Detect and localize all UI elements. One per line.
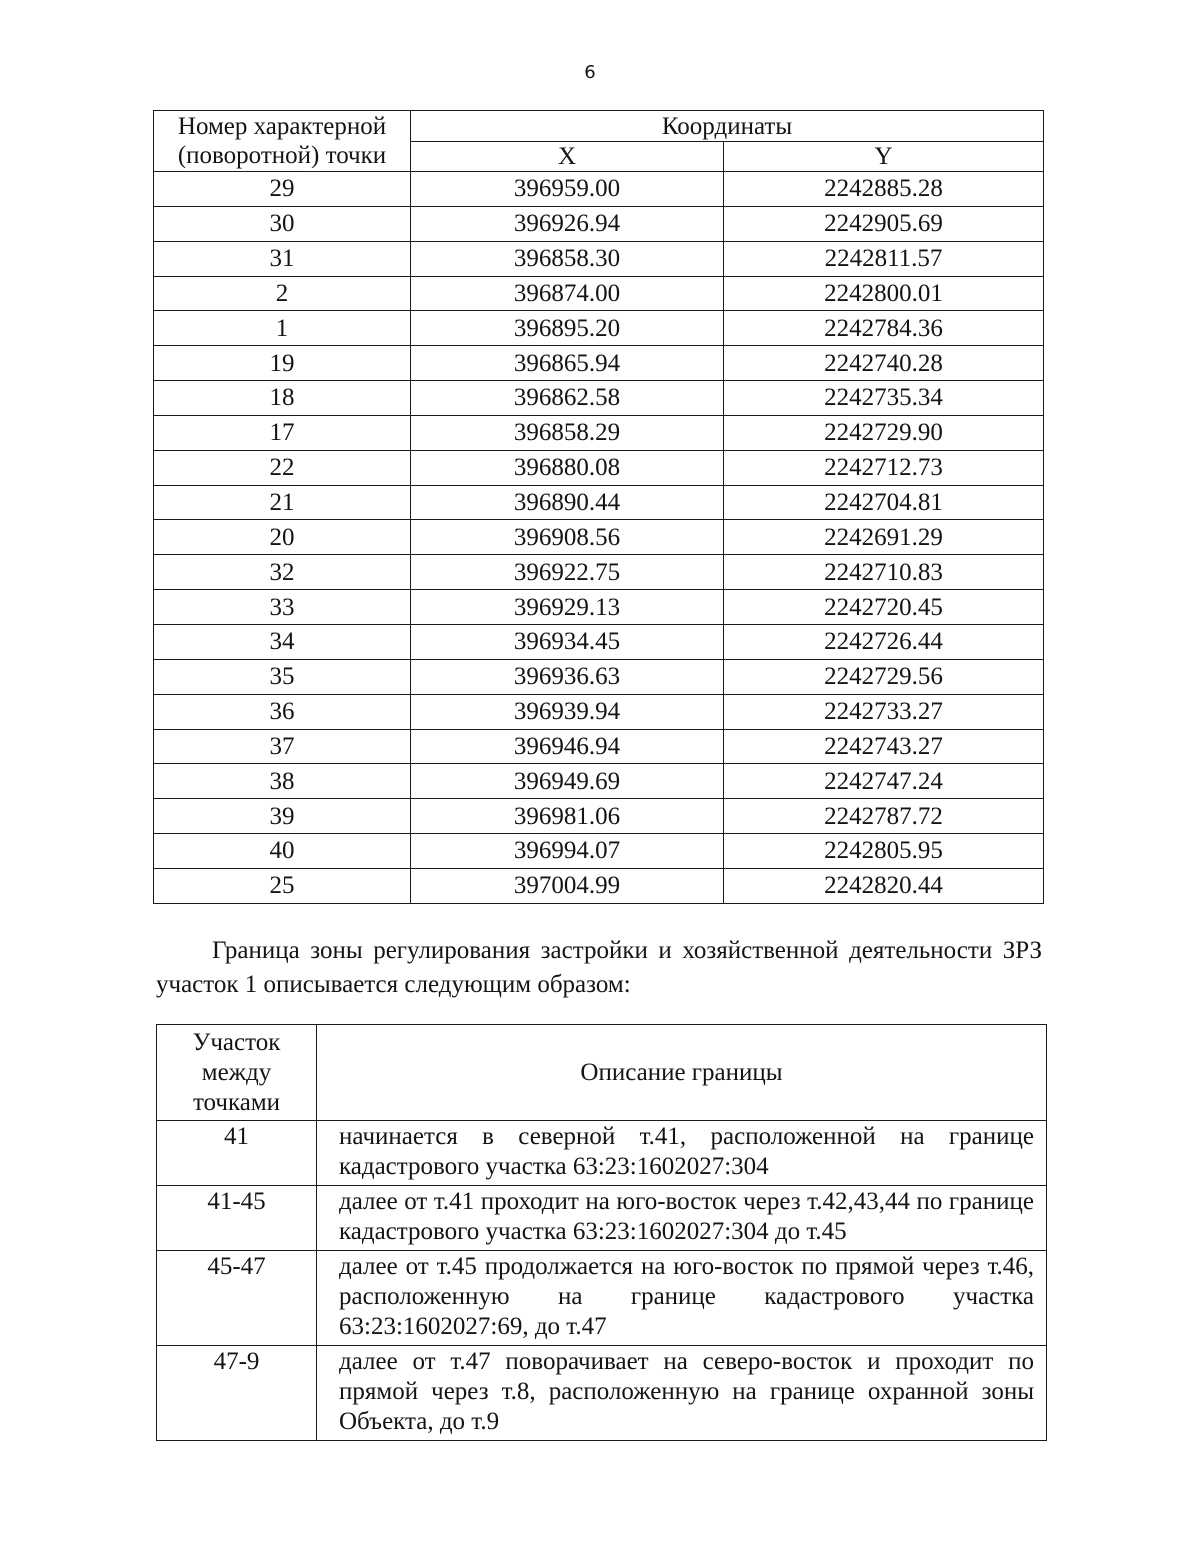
y-coordinate-cell: 2242787.72: [724, 799, 1044, 834]
table-row: [154, 555, 1044, 590]
table-row: [157, 1346, 1047, 1441]
table-row: [154, 799, 1044, 834]
x-coordinate-cell: 396858.30: [411, 241, 724, 276]
point-number-cell: 19: [154, 346, 411, 381]
description-table-body: [157, 1121, 1047, 1441]
segment-cell: 45-47: [157, 1251, 317, 1346]
x-coordinate-cell: 396865.94: [411, 346, 724, 381]
x-coordinate-cell: 396908.56: [411, 520, 724, 555]
point-number-cell: 32: [154, 555, 411, 590]
table-row: [154, 346, 1044, 381]
y-header: Y: [724, 142, 1044, 172]
x-coordinate-cell: 396936.63: [411, 659, 724, 694]
point-number-cell: 20: [154, 520, 411, 555]
table-row: [154, 381, 1044, 416]
coordinates-table-body: [154, 172, 1044, 904]
x-coordinate-cell: 396895.20: [411, 311, 724, 346]
table-row: [154, 590, 1044, 625]
y-coordinate-cell: 2242805.95: [724, 834, 1044, 869]
point-number-cell: 22: [154, 450, 411, 485]
boundary-description-cell: начинается в северной т.41, расположенной на границе кадастрового участка 63:23:1602027:304: [317, 1121, 1047, 1186]
point-number-cell: 30: [154, 206, 411, 241]
y-coordinate-cell: 2242691.29: [724, 520, 1044, 555]
x-coordinate-cell: 396874.00: [411, 276, 724, 311]
boundary-description-table: [156, 1024, 1047, 1441]
point-number-cell: 40: [154, 834, 411, 869]
coordinates-table: [153, 110, 1044, 904]
table-row: [157, 1251, 1047, 1346]
point-number-cell: 25: [154, 868, 411, 903]
segment-header: Участок между точками: [157, 1025, 317, 1121]
table-row: [154, 520, 1044, 555]
point-number-cell: 21: [154, 485, 411, 520]
y-coordinate-cell: 2242784.36: [724, 311, 1044, 346]
x-coordinate-cell: 396922.75: [411, 555, 724, 590]
table-row: [154, 311, 1044, 346]
point-number-cell: 38: [154, 764, 411, 799]
boundary-description-cell: далее от т.47 поворачивает на северо-восток и проходит по прямой через т.8, расположенную на границе охранной зоны Объекта, до т.9: [317, 1346, 1047, 1441]
point-number-cell: 39: [154, 799, 411, 834]
table-row: [154, 868, 1044, 903]
y-coordinate-cell: 2242704.81: [724, 485, 1044, 520]
y-coordinate-cell: 2242735.34: [724, 381, 1044, 416]
description-paragraph: Граница зоны регулирования застройки и хозяйственной деятельности ЗРЗ участок 1 описывается следующим образом:: [156, 937, 1042, 998]
segment-cell: 47-9: [157, 1346, 317, 1441]
x-coordinate-cell: 396929.13: [411, 590, 724, 625]
y-coordinate-cell: 2242743.27: [724, 729, 1044, 764]
x-header: X: [411, 142, 724, 172]
table-row: [154, 415, 1044, 450]
segment-cell: 41-45: [157, 1186, 317, 1251]
y-coordinate-cell: 2242710.83: [724, 555, 1044, 590]
table-row: [157, 1121, 1047, 1186]
x-coordinate-cell: 397004.99: [411, 868, 724, 903]
point-number-cell: 1: [154, 311, 411, 346]
x-coordinate-cell: 396939.94: [411, 694, 724, 729]
coordinates-header: Координаты: [411, 111, 1044, 142]
point-number-cell: 18: [154, 381, 411, 416]
y-coordinate-cell: 2242726.44: [724, 624, 1044, 659]
x-coordinate-cell: 396880.08: [411, 450, 724, 485]
point-number-cell: 35: [154, 659, 411, 694]
table-row: [154, 276, 1044, 311]
table-row: [154, 172, 1044, 207]
y-coordinate-cell: 2242740.28: [724, 346, 1044, 381]
y-coordinate-cell: 2242729.56: [724, 659, 1044, 694]
point-number-cell: 17: [154, 415, 411, 450]
y-coordinate-cell: 2242885.28: [724, 172, 1044, 207]
y-coordinate-cell: 2242811.57: [724, 241, 1044, 276]
x-coordinate-cell: 396862.58: [411, 381, 724, 416]
table-row: [154, 624, 1044, 659]
point-number-header: Номер характерной (поворотной) точки: [154, 111, 411, 172]
x-coordinate-cell: 396949.69: [411, 764, 724, 799]
y-coordinate-cell: 2242820.44: [724, 868, 1044, 903]
x-coordinate-cell: 396890.44: [411, 485, 724, 520]
description-header: Описание границы: [317, 1025, 1047, 1121]
point-number-cell: 29: [154, 172, 411, 207]
y-coordinate-cell: 2242729.90: [724, 415, 1044, 450]
table-row: [157, 1186, 1047, 1251]
point-number-cell: 2: [154, 276, 411, 311]
x-coordinate-cell: 396981.06: [411, 799, 724, 834]
y-coordinate-cell: 2242800.01: [724, 276, 1044, 311]
table-row: [154, 485, 1044, 520]
x-coordinate-cell: 396946.94: [411, 729, 724, 764]
x-coordinate-cell: 396994.07: [411, 834, 724, 869]
y-coordinate-cell: 2242905.69: [724, 206, 1044, 241]
point-number-cell: 31: [154, 241, 411, 276]
boundary-description-cell: далее от т.45 продолжается на юго-восток по прямой через т.46, расположенную на границе кадастрового участка 63:23:1602027:69, до т.47: [317, 1251, 1047, 1346]
table-row: [154, 834, 1044, 869]
table-row: [154, 659, 1044, 694]
table-row: [154, 241, 1044, 276]
table-row: [154, 764, 1044, 799]
point-number-cell: 37: [154, 729, 411, 764]
x-coordinate-cell: 396959.00: [411, 172, 724, 207]
y-coordinate-cell: 2242712.73: [724, 450, 1044, 485]
y-coordinate-cell: 2242720.45: [724, 590, 1044, 625]
point-number-cell: 36: [154, 694, 411, 729]
x-coordinate-cell: 396934.45: [411, 624, 724, 659]
x-coordinate-cell: 396926.94: [411, 206, 724, 241]
y-coordinate-cell: 2242733.27: [724, 694, 1044, 729]
point-number-cell: 33: [154, 590, 411, 625]
point-number-cell: 34: [154, 624, 411, 659]
table-row: [154, 729, 1044, 764]
table-row: [154, 206, 1044, 241]
table-row: [154, 694, 1044, 729]
boundary-description-cell: далее от т.41 проходит на юго-восток через т.42,43,44 по границе кадастрового участка 63:23:1602027:304 до т.45: [317, 1186, 1047, 1251]
y-coordinate-cell: 2242747.24: [724, 764, 1044, 799]
segment-cell: 41: [157, 1121, 317, 1186]
page-number: 6: [584, 62, 596, 83]
table-row: [154, 450, 1044, 485]
x-coordinate-cell: 396858.29: [411, 415, 724, 450]
